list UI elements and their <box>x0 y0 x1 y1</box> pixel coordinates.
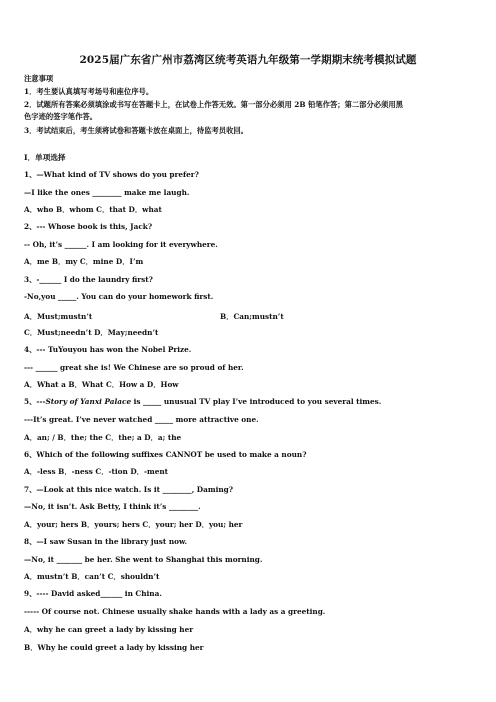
q5-italic-title: Story of Yanxi Palace <box>45 397 132 406</box>
q1-stem: 1、—What kind of TV shows do you prefer? <box>24 170 199 179</box>
q9-stem: 9、---- David asked______ in China. <box>24 589 162 598</box>
q1-line2: —I like the ones ________ make me laugh. <box>24 188 190 197</box>
q4-options: A．What a B．What C．How a D．How <box>24 380 179 389</box>
q9-option-b: B．Why he could greet a lady by kissing her <box>24 643 204 652</box>
q9-option-a: A．why he can greet a lady by kissing her <box>24 625 194 634</box>
q8-stem: 8、—I saw Susan in the library just now. <box>24 537 188 546</box>
q5-line2: ---It’s great. I’ve never watched _____ more attractive one. <box>24 415 259 424</box>
q8-options: A．mustn’t B．can’t C．shouldn’t <box>24 572 160 581</box>
q5-stem <box>24 397 381 407</box>
notice-item-3: 3．考试结束后，考生须将试卷和答题卡放在桌面上，待监考员收回。 <box>24 126 248 135</box>
q3-line2: -No,you _____. You can do your homework first. <box>24 292 214 301</box>
q3-options-cd: C．Must;needn’t D．May;needn’t <box>24 328 159 337</box>
q3-stem: 3、-______ I do the laundry first? <box>24 275 153 284</box>
section-heading: Ⅰ．单项选择 <box>24 153 66 162</box>
q6-stem: 6、Which of the following suffixes CANNOT be used to make a noun? <box>24 450 307 459</box>
q5-number: 5、 <box>24 397 37 406</box>
q3-option-b-text: B．Can;mustn’t <box>220 312 284 321</box>
notice-item-2: 2．试题所有答案必须填涂或书写在答题卡上，在试卷上作答无效。第一部分必须用 2B 铅笔作答；第二部分必须用黑 <box>24 100 403 109</box>
q4-line2: --- ______ great she is! We Chinese are so proud of her. <box>24 363 244 372</box>
q5-stem-rest: is _____ unusual TV play I’ve introduced to you several times. <box>131 397 382 406</box>
q6-options: A．-less B．-ness C．-tion D．-ment <box>24 467 169 476</box>
q3-option-a-text: A．Must;mustn’t <box>24 312 93 321</box>
q7-stem: 7、—Look at this nice watch. Is it ________, Daming? <box>24 485 234 494</box>
q5-dash: --- <box>36 397 46 406</box>
notice-item-2-continued: 色字迹的签字笔作答。 <box>24 112 97 121</box>
page-title: 2025届广东省广州市荔湾区统考英语九年级第一学期期末统考模拟试题 <box>79 54 417 66</box>
q8-line2: —No, it _______ be her. She went to Shanghai this morning. <box>24 555 263 564</box>
q5-options: A．an; / B．the; the C．the; a D．a; the <box>24 433 182 442</box>
q7-line2: —No, it isn’t. Ask Betty, I think it’s ________. <box>24 502 201 511</box>
q2-stem: 2、--- Whose book is this, Jack? <box>24 222 153 231</box>
notice-item-1: 1．考生要认真填写考场号和座位序号。 <box>24 87 154 96</box>
q2-line2: -- Oh, it’s ______. I am looking for it everywhere. <box>24 240 218 249</box>
q3-option-a <box>24 312 284 322</box>
q4-stem: 4、--- TuYouyou has won the Nobel Prize. <box>24 345 192 354</box>
q2-options: A．me B．my C．mine D．I’m <box>24 257 144 266</box>
notice-heading: 注意事项 <box>24 74 54 83</box>
q1-options: A．who B．whom C．that D．what <box>24 205 162 214</box>
q9-line2: ----- Of course not. Chinese usually shake hands with a lady as a greeting. <box>24 607 326 616</box>
q7-options: A．your; hers B．yours; hers C．your; her D．you; her <box>24 520 243 529</box>
